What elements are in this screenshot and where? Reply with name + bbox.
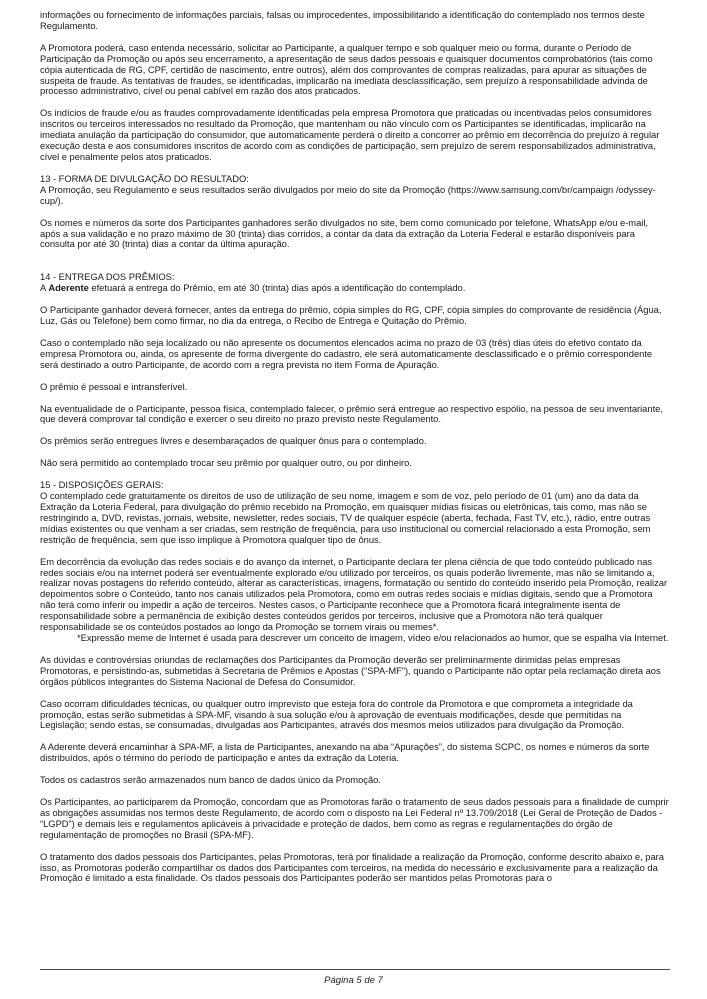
paragraph-image-rights: O contemplado cede gratuitamente os direitos de uso de utilização de seu nome, imagem e som de voz, pelo período de 01 (um) ano da data da Extração da Loteria Federal, para divulgação do prêmio recebido na Promoção, em quaisquer mídias físicas ou eletrônicas, tais como, mas não se restringindo a, DVD, revistas, jornais, website, newsletter, redes sociais, TV de qualquer espécie (aberta, fechada, Fast TV, etc.), rádio, entre outras mídias existentes ou que venham a ser criadas, sem restrição de frequência, para uso institucional ou comercial relacionado a esta Promoção, sem restrição de frequência, sem que isso implique à Promotora qualquer tipo de ônus. <box>40 490 651 545</box>
paragraph-deceased-winner: Na eventualidade de o Participante, pessoa física, contemplado falecer, o prêmio será entregue ao respectivo espólio, na pessoa de seu inventariante, que deverá comprovar tal condição e exercer o seu direito no prazo previsto neste Regulamento. <box>40 402 663 425</box>
paragraph-prize-delivery <box>40 283 670 294</box>
page-number: Página 5 de 7 <box>324 975 383 986</box>
text-fragment: A <box>40 282 49 294</box>
document-body <box>40 10 670 895</box>
paragraph-meme-note: *Expressão meme de Internet é usada para descrever um conceito de imagem, vídeo e/ou relacionados ao humor, que se espalha via Internet. <box>77 631 669 643</box>
paragraph-social-media: Em decorrência da evolução das redes sociais e do avanço da internet, o Participante declara ter plena ciência de que todo conteúdo publicado nas redes sociais e/ou na internet poderá ser eventualmente explorado e/ou utilizado por terceiros, os quais poderão livremente, mas não se limitando a, realizar novas postagens do referido conteúdo, alterar as características, imagens, formatação ou sentido do conteúdo inserido pela Promoção, realizar depoimentos sobre o Conteúdo, tanto nos canais utilizados pela Promotora, como em outras redes sociais e mídias digitais, sendo que a Promotora não terá como inferir ou impedir a ação de terceiros. Nestes casos, o Participante reconhece que a Promotora ficará integralmente isenta de responsabilidade sobre a permanência de exibição destes conteúdos geridos por terceiros, inclusive que a Promotora não terá qualquer responsabilidade se os conteúdos postados ao longo da Promoção se tornem virais ou memes*. <box>40 555 668 633</box>
paragraph-data-processing: Os Participantes, ao participarem da Promoção, concordam que as Promotoras farão o tratamento de seus dados pessoais para a finalidade de cumprir as obrigações assumidas nos termos deste Regulamento, de acordo com o disposto na Lei Federal nº 13.709/2018 (Lei Geral de Proteção de Dados - “LGPD”) e demais leis e regulamentos aplicáveis à privacidade e proteção de dados, bem como as regras e regulamentações do órgão de regulamentação de promoções no Brasil (SPA-MF). <box>40 796 669 840</box>
paragraph-data-sharing: O tratamento dos dados pessoais dos Participantes, pelas Promotoras, terá por finalidade a realização da Promoção, conforme descrito abaixo e, para isso, as Promotoras poderão compartilhar os dados dos Participantes com terceiros, na medida do necessário e exclusivamente para a realização da Promoção é limitado a esta finalidade. Os dados pessoais dos Participantes poderão ser mantidos pelas Promotoras para o <box>40 850 664 884</box>
paragraph-results-disclosure: A Promoção, seu Regulamento e seus resultados serão divulgados por meio do site da Promoção (https://www.samsung.com/br/campaign /odyssey-cup/). <box>40 183 656 206</box>
bold-term-aderente: Aderente <box>48 282 89 294</box>
section-heading-13: 13 - FORMA DE DIVULGAÇÃO DO RESULTADO: <box>40 172 249 184</box>
paragraph-winner-documents: O Participante ganhador deverá fornecer, antes da entrega do prêmio, cópia simples do RG, CPF, cópia simples do comprovante de residência (Água, Luz, Gás ou Telefone) bem como firmar, no dia da entrega, o Recibo de Entrega e Quitação do Prêmio. <box>40 304 662 327</box>
paragraph-winners-notification: Os nomes e números da sorte dos Participantes ganhadores serão divulgados no site, bem como comunicado por telefone, WhatsApp e/ou e-mail, após a sua validação e no prazo máximo de 30 (trinta) dias corridos, a contar da data da extração da Loteria Federal e estarão disponíveis para consulta por até 30 (trinta) dias a contar da última apuração. <box>40 216 648 250</box>
section-heading-15: 15 - DISPOSIÇÕES GERAIS: <box>40 479 164 491</box>
footer-divider <box>40 969 670 970</box>
text-fragment: efetuará a entrega do Prêmio, em até 30 (trinta) dias após a identificação do contemplado. <box>88 282 466 294</box>
paragraph-personal-prize: O prêmio é pessoal e intransferível. <box>40 380 188 392</box>
paragraph-disputes: As dúvidas e controvérsias oriundas de reclamações dos Participantes da Promoção deverão ser preliminarmente dirimidas pelas empresas Promotoras, e persistindo-as, submetidas à Secretaria de Prêmios e Apostas (“SPA-MF”), quando o Participante não optar pela reclamação direta aos órgãos públicos integrantes do Sistema Nacional de Defesa do Consumidor. <box>40 653 661 687</box>
paragraph-fraud-evidence: Os indícios de fraude e/ou as fraudes comprovadamente identificadas pela empresa Promotora que praticadas ou incentivadas pelos consumidores inscritos ou terceiros interessados no resultado da Promoção, que mantenham ou não vínculo com os Participantes se identificadas, implicarão na imediata anulação da participação do consumidor, que automaticamente perderá o direito a concorrer ao prêmio em decorrência do prejuízo à regular execução desta e aos consumidores inscritos de acordo com as condições de participação, sem prejuízo de serem responsabilizados administrativa, cível e penalmente pelos atos praticados. <box>40 107 660 162</box>
paragraph-participants-list: A Aderente deverá encaminhar à SPA-MF, a lista de Participantes, anexando na aba “Apurações”, do sistema SCPC, os nomes e números da sorte distribuídos, após o término do período de participação e antes da extração da Loteria. <box>40 741 650 764</box>
paragraph-fraud-identification: informações ou fornecimento de informações parciais, falsas ou improcedentes, impossibilitando a identificação do contemplado nos termos deste Regulamento. <box>40 9 645 31</box>
section-heading-14: 14 - ENTREGA DOS PRÊMIOS: <box>40 271 175 283</box>
paragraph-free-of-charges: Os prêmios serão entregues livres e desembaraçados de qualquer ônus para o contemplado. <box>40 435 427 447</box>
paragraph-not-located: Caso o contemplado não seja localizado ou não apresente os documentos elencados acima no prazo de 03 (três) dias úteis do efetivo contato da empresa Promotora ou, ainda, os apresente de forma divergente do cadastro, ele será automaticamente desclassificado e o prêmio correspondente será destinado a outro Participante, de acordo com a regra prevista no item Forma de Apuração. <box>40 336 653 370</box>
paragraph-no-exchange: Não será permitido ao contemplado trocar seu prêmio por qualquer outro, ou por dinheiro. <box>40 457 412 469</box>
paragraph-document-request: A Promotora poderá, caso entenda necessário, solicitar ao Participante, a qualquer tempo e sob qualquer meio ou forma, durante o Período de Participação da Promoção ou após seu encerramento, a apresentação de seus dados pessoais e quaisquer documentos comprobatórios (tais como cópia autenticada de RG, CPF, certidão de nascimento, entre outros), além dos comprovantes de compras realizadas, para apurar as situações de suspeita de fraude. As tentativas de fraudes, se identificadas, implicarão na imediata desclassificação, sem prejuízo à responsabilidade advinda de processo administrativo, cível ou penal cabível em razão dos atos praticados. <box>40 41 653 97</box>
paragraph-database: Todos os cadastros serão armazenados num banco de dados único da Promoção. <box>40 774 381 786</box>
paragraph-technical-issues: Caso ocorram dificuldades técnicas, ou qualquer outro imprevisto que esteja fora do controle da Promotora e que comprometa a integridade da promoção, estas serão submetidas à SPA-MF, visando à sua solução e/ou à aprovação de eventuais modificações, desde que permitidas na Legislação; sendo estas, se consumadas, divulgadas aos Participantes, através dos mesmos meios utilizados para divulgação da Promoção. <box>40 697 633 731</box>
